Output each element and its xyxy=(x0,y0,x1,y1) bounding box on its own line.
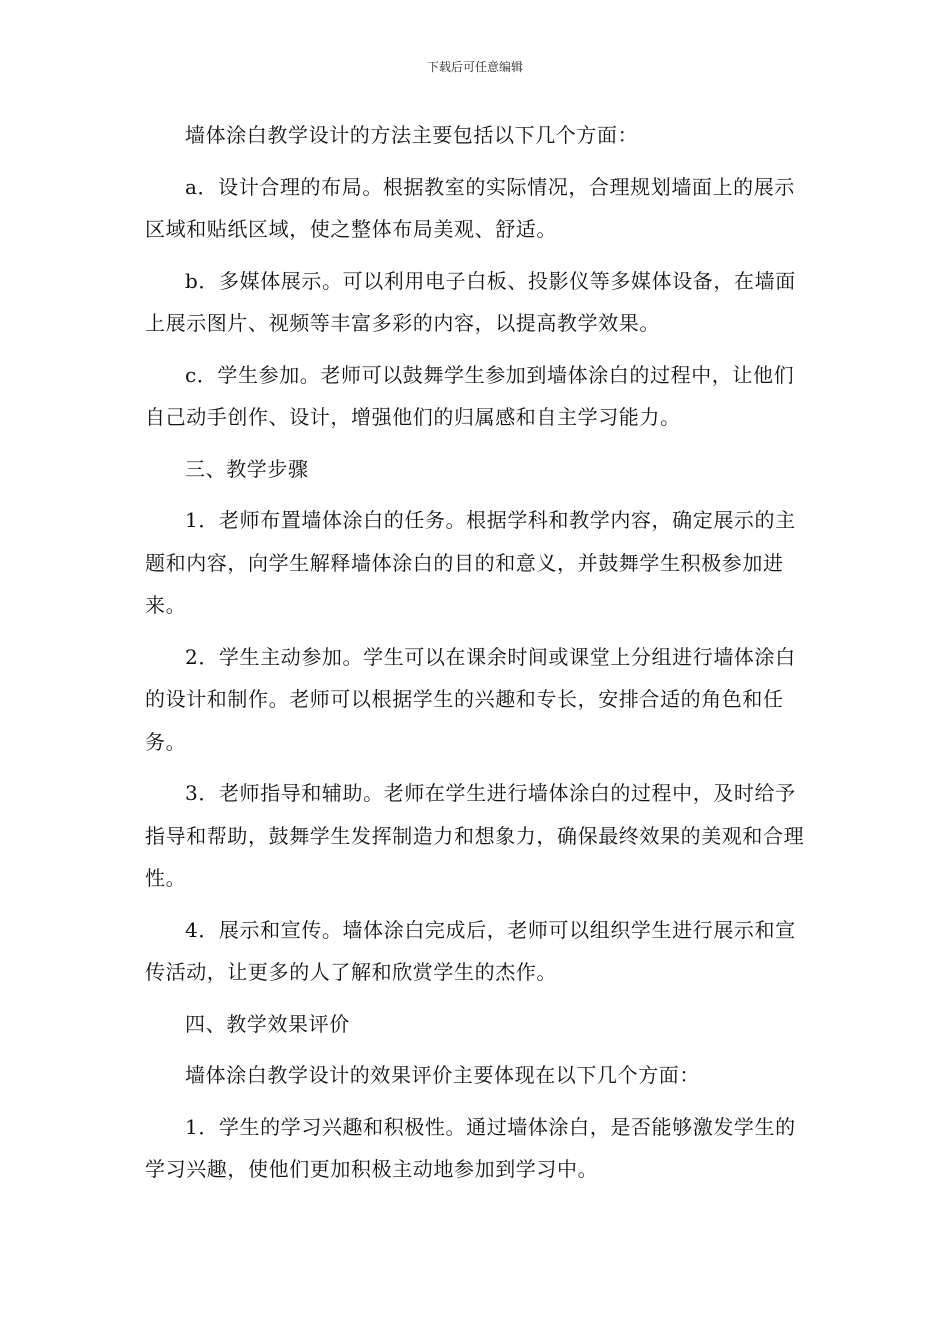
paragraph: 墙体涂白教学设计的效果评价主要体现在以下几个方面： xyxy=(185,1063,700,1087)
paragraph: b．多媒体展示。可以利用电子白板、投影仪等多媒体设备，在墙面上展示图片、视频等丰富多彩的内容，以提高教学效果。 xyxy=(145,268,796,335)
paragraph: a．设计合理的布局。根据教室的实际情况，合理规划墙面上的展示区域和贴纸区域，使之整体布局美观、舒适。 xyxy=(145,174,795,241)
paragraph: 3．老师指导和辅助。老师在学生进行墙体涂白的过程中，及时给予指导和帮助，鼓舞学生发挥制造力和想象力，确保最终效果的美观和合理性。 xyxy=(145,781,805,890)
paragraph: 1．学生的学习兴趣和积极性。通过墙体涂白，是否能够激发学生的学习兴趣，使他们更加积极主动地参加到学习中。 xyxy=(145,1114,796,1181)
section-heading: 三、教学步骤 xyxy=(185,456,309,481)
page-header: 下载后可任意编辑 xyxy=(426,60,523,74)
paragraph: c．学生参加。老师可以鼓舞学生参加到墙体涂白的过程中，让他们自己动手创作、设计，增强他们的归属感和自主学习能力。 xyxy=(145,362,795,429)
paragraph: 4．展示和宣传。墙体涂白完成后，老师可以组织学生进行展示和宣传活动，让更多的人了解和欣赏学生的杰作。 xyxy=(145,917,796,984)
paragraph: 2．学生主动参加。学生可以在课余时间或课堂上分组进行墙体涂白的设计和制作。老师可以根据学生的兴趣和专长，安排合适的角色和任务。 xyxy=(145,644,796,754)
document-body xyxy=(145,114,807,1200)
section-heading: 四、教学效果评价 xyxy=(185,1011,350,1036)
paragraph: 1．老师布置墙体涂白的任务。根据学科和教学内容，确定展示的主题和内容，向学生解释墙体涂白的目的和意义，并鼓舞学生积极参加进来。 xyxy=(145,508,796,617)
paragraph: 墙体涂白教学设计的方法主要包括以下几个方面： xyxy=(185,123,639,147)
